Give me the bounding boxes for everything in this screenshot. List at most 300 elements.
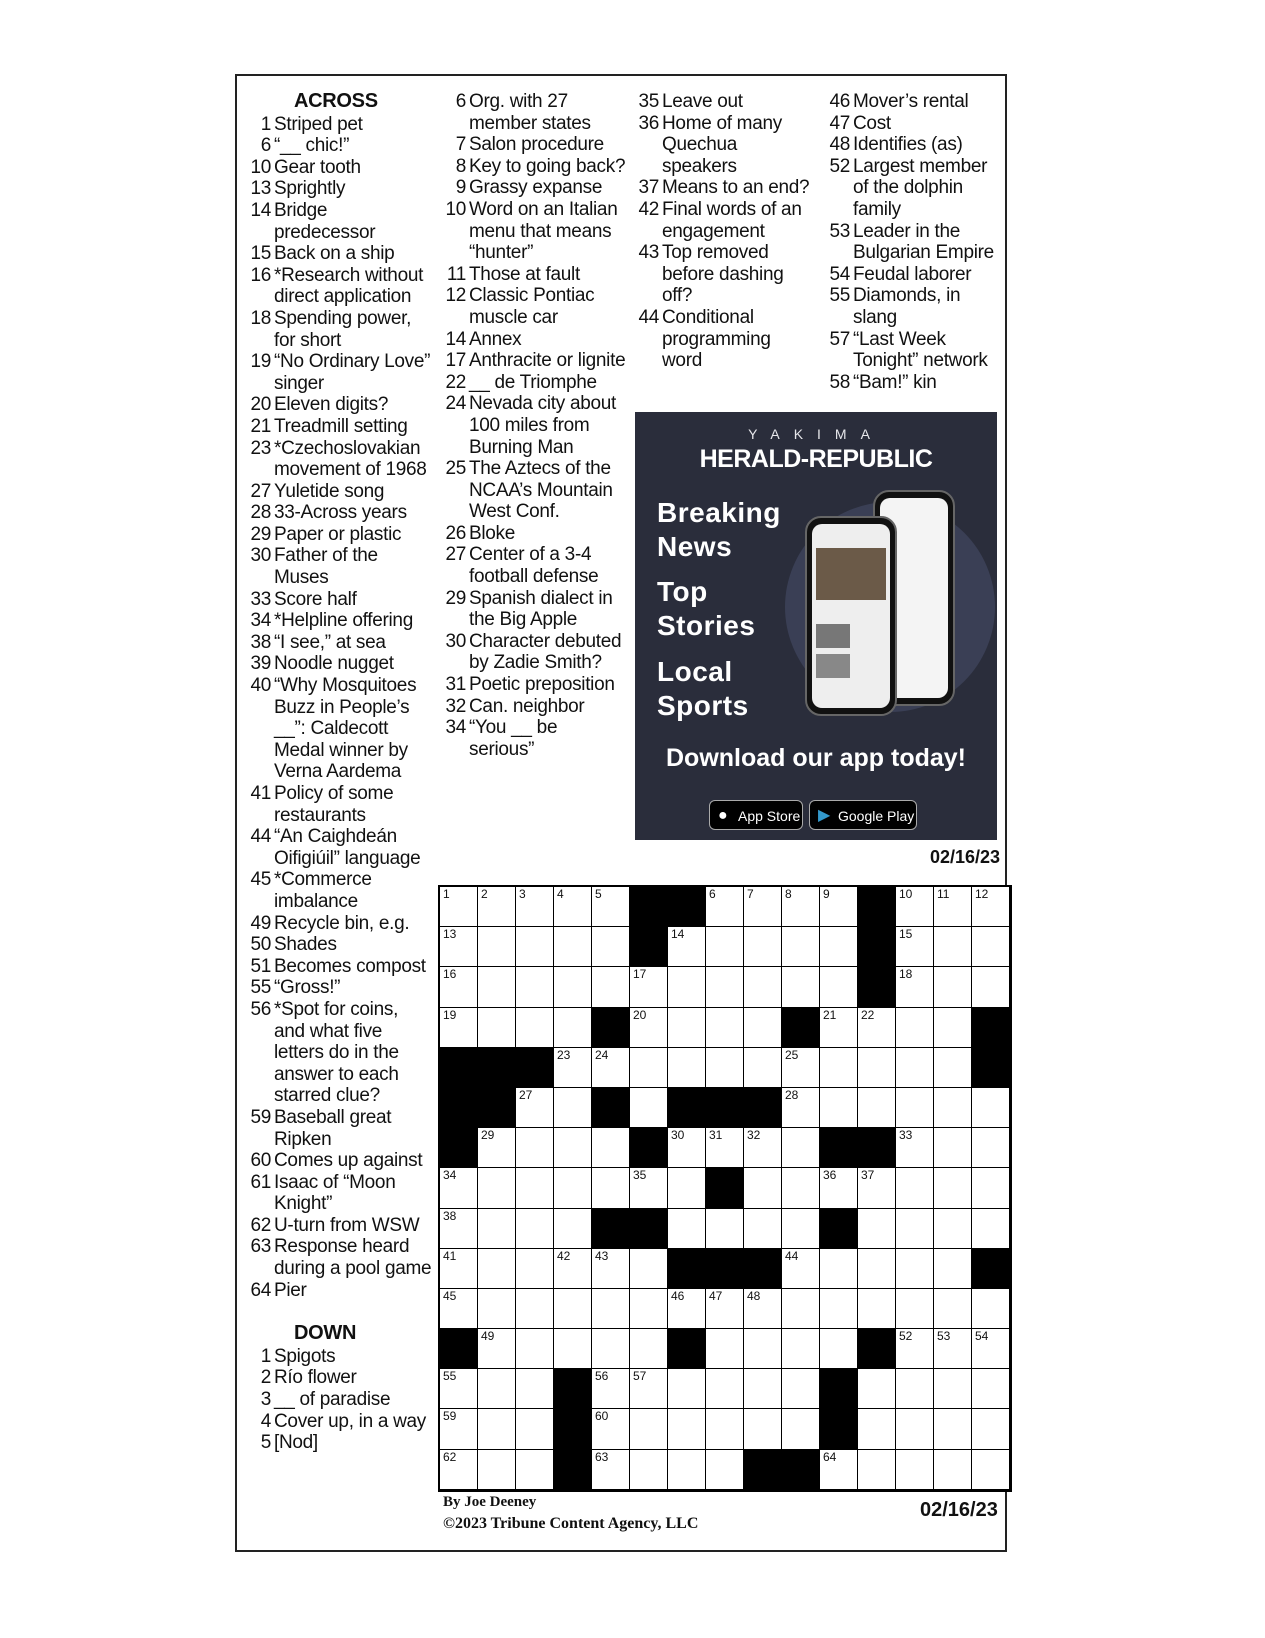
grid-cell[interactable] bbox=[630, 1008, 668, 1048]
grid-cell[interactable] bbox=[554, 927, 592, 967]
clue-item[interactable] bbox=[247, 1236, 432, 1279]
grid-cell[interactable] bbox=[934, 927, 972, 967]
clue-item[interactable] bbox=[635, 113, 815, 178]
clue-item[interactable] bbox=[247, 481, 432, 503]
grid-cell[interactable] bbox=[744, 1128, 782, 1168]
grid-cell[interactable] bbox=[782, 1369, 820, 1409]
grid-cell[interactable] bbox=[516, 927, 554, 967]
grid-cell[interactable] bbox=[516, 887, 554, 927]
clue-item[interactable] bbox=[247, 545, 432, 588]
grid-cell[interactable] bbox=[706, 1409, 744, 1449]
grid-cell[interactable] bbox=[554, 1008, 592, 1048]
grid-cell[interactable] bbox=[592, 1128, 630, 1168]
grid-cell[interactable] bbox=[478, 927, 516, 967]
grid-cell[interactable] bbox=[820, 887, 858, 927]
grid-cell[interactable] bbox=[592, 967, 630, 1007]
cell-number: 24 bbox=[595, 1047, 609, 1062]
grid-cell[interactable] bbox=[706, 1128, 744, 1168]
grid-cell[interactable] bbox=[630, 1088, 668, 1128]
grid-cell[interactable] bbox=[478, 1450, 516, 1490]
grid-cell[interactable] bbox=[782, 1289, 820, 1329]
clue-item[interactable] bbox=[442, 199, 627, 264]
grid-cell[interactable] bbox=[972, 927, 1010, 967]
grid-cell[interactable] bbox=[934, 1168, 972, 1208]
grid-cell[interactable] bbox=[478, 1369, 516, 1409]
grid-cell[interactable] bbox=[744, 927, 782, 967]
clue-item[interactable] bbox=[442, 674, 627, 696]
grid-cell[interactable] bbox=[516, 1329, 554, 1369]
clue-item[interactable] bbox=[247, 869, 432, 912]
clue-text: Response heard during a pool game bbox=[274, 1236, 432, 1280]
grid-cell[interactable] bbox=[478, 967, 516, 1007]
grid-cell[interactable] bbox=[934, 1088, 972, 1128]
clue-text: Recycle bin, e.g. bbox=[274, 912, 410, 934]
grid-cell[interactable] bbox=[896, 1329, 934, 1369]
clue-item[interactable] bbox=[247, 589, 432, 611]
clue-item[interactable] bbox=[247, 783, 432, 826]
clue-item[interactable] bbox=[442, 393, 627, 458]
grid-cell[interactable] bbox=[478, 887, 516, 927]
grid-cell[interactable] bbox=[706, 1369, 744, 1409]
cell-number: 15 bbox=[899, 927, 913, 942]
grid-cell[interactable] bbox=[440, 967, 478, 1007]
grid-cell[interactable] bbox=[630, 1289, 668, 1329]
clue-item[interactable] bbox=[442, 264, 627, 286]
clue-item[interactable] bbox=[442, 372, 627, 394]
cell-number: 56 bbox=[595, 1369, 609, 1384]
grid-cell[interactable] bbox=[630, 1409, 668, 1449]
grid-cell[interactable] bbox=[478, 1409, 516, 1449]
clue-text: Word on an Italian menu that means “hunter” bbox=[469, 198, 618, 264]
clue-item[interactable] bbox=[247, 1150, 432, 1172]
grid-cell[interactable] bbox=[516, 1409, 554, 1449]
grid-cell[interactable] bbox=[858, 1209, 896, 1249]
grid-cell[interactable] bbox=[554, 1088, 592, 1128]
grid-cell[interactable] bbox=[972, 1209, 1010, 1249]
clue-item[interactable] bbox=[826, 134, 1004, 156]
cell-number: 44 bbox=[785, 1248, 799, 1263]
grid-cell[interactable] bbox=[554, 1168, 592, 1208]
grid-cell[interactable] bbox=[440, 1289, 478, 1329]
grid-cell[interactable] bbox=[706, 1450, 744, 1490]
clue-item[interactable] bbox=[247, 438, 432, 481]
grid-cell[interactable] bbox=[744, 1008, 782, 1048]
clue-number: 35 bbox=[638, 91, 659, 112]
clue-item[interactable] bbox=[635, 177, 815, 199]
clue-item[interactable] bbox=[247, 200, 432, 243]
clue-item[interactable] bbox=[826, 329, 1004, 372]
clue-item[interactable] bbox=[247, 243, 432, 265]
grid-cell[interactable] bbox=[858, 1249, 896, 1289]
clue-item[interactable] bbox=[442, 696, 627, 718]
grid-cell[interactable] bbox=[440, 927, 478, 967]
clue-number: 1 bbox=[260, 1345, 271, 1367]
clue-item[interactable] bbox=[247, 114, 432, 136]
clue-item[interactable] bbox=[442, 588, 627, 631]
clue-item[interactable] bbox=[247, 934, 432, 956]
grid-cell[interactable] bbox=[516, 1209, 554, 1249]
grid-cell[interactable] bbox=[630, 1168, 668, 1208]
grid-cell[interactable] bbox=[820, 1008, 858, 1048]
clue-number: 51 bbox=[250, 955, 271, 977]
grid-cell[interactable] bbox=[782, 927, 820, 967]
clue-item[interactable] bbox=[826, 221, 1004, 264]
clue-item[interactable] bbox=[826, 285, 1004, 328]
clue-item[interactable] bbox=[442, 523, 627, 545]
grid-cell[interactable] bbox=[896, 967, 934, 1007]
grid-cell[interactable] bbox=[592, 927, 630, 967]
clue-text: Eleven digits? bbox=[274, 394, 389, 416]
grid-cell[interactable] bbox=[896, 927, 934, 967]
clue-item[interactable] bbox=[635, 91, 815, 113]
grid-cell[interactable] bbox=[744, 1168, 782, 1208]
clue-text: Can. neighbor bbox=[469, 695, 585, 717]
grid-cell[interactable] bbox=[896, 1048, 934, 1088]
clue-item[interactable] bbox=[247, 265, 432, 308]
clue-item[interactable] bbox=[247, 826, 432, 869]
clue-item[interactable] bbox=[635, 199, 815, 242]
clue-item[interactable] bbox=[247, 416, 432, 438]
grid-cell[interactable] bbox=[858, 1409, 896, 1449]
clue-item[interactable] bbox=[442, 134, 627, 156]
grid-cell[interactable] bbox=[972, 1128, 1010, 1168]
grid-cell[interactable] bbox=[592, 1289, 630, 1329]
grid-cell[interactable] bbox=[820, 1289, 858, 1329]
grid-cell[interactable] bbox=[934, 1249, 972, 1289]
grid-cell[interactable] bbox=[972, 887, 1010, 927]
grid-cell[interactable] bbox=[782, 1329, 820, 1369]
grid-cell[interactable] bbox=[934, 1450, 972, 1490]
grid-cell[interactable] bbox=[972, 1088, 1010, 1128]
grid-cell[interactable] bbox=[934, 1128, 972, 1168]
grid-cell[interactable] bbox=[478, 1209, 516, 1249]
grid-cell[interactable] bbox=[516, 1088, 554, 1128]
cell-number: 60 bbox=[595, 1409, 609, 1424]
clue-item[interactable] bbox=[247, 178, 432, 200]
clue-item[interactable] bbox=[247, 1367, 432, 1389]
grid-cell[interactable] bbox=[516, 967, 554, 1007]
clue-item[interactable] bbox=[826, 372, 1004, 394]
clue-item[interactable] bbox=[247, 1346, 432, 1368]
grid-cell[interactable] bbox=[896, 887, 934, 927]
clue-text: Character debuted by Zadie Smith? bbox=[469, 630, 622, 674]
grid-cell[interactable] bbox=[744, 1409, 782, 1449]
grid-cell[interactable] bbox=[440, 1249, 478, 1289]
clue-item[interactable] bbox=[442, 544, 627, 587]
cell-number: 38 bbox=[443, 1208, 457, 1223]
grid-cell[interactable] bbox=[896, 1249, 934, 1289]
grid-cell[interactable] bbox=[782, 1209, 820, 1249]
grid-cell[interactable] bbox=[592, 887, 630, 927]
grid-cell[interactable] bbox=[782, 887, 820, 927]
grid-cell[interactable] bbox=[858, 1048, 896, 1088]
grid-cell[interactable] bbox=[706, 1008, 744, 1048]
grid-cell[interactable] bbox=[554, 1249, 592, 1289]
clue-text: Gear tooth bbox=[274, 156, 361, 178]
grid-cell[interactable] bbox=[630, 1048, 668, 1088]
clue-number: 1 bbox=[260, 113, 271, 135]
grid-cell[interactable] bbox=[440, 887, 478, 927]
grid-cell[interactable] bbox=[516, 1289, 554, 1329]
clue-item[interactable] bbox=[826, 91, 1004, 113]
grid-cell[interactable] bbox=[820, 1249, 858, 1289]
clue-item[interactable] bbox=[247, 135, 432, 157]
clue-item[interactable] bbox=[442, 285, 627, 328]
grid-cell[interactable] bbox=[554, 887, 592, 927]
cell-number: 7 bbox=[747, 887, 754, 901]
clue-item[interactable] bbox=[247, 1432, 432, 1454]
app-advertisement[interactable] bbox=[635, 412, 997, 840]
clue-item[interactable] bbox=[635, 242, 815, 307]
clue-item[interactable] bbox=[247, 1389, 432, 1411]
grid-cell[interactable] bbox=[630, 1249, 668, 1289]
grid-cell[interactable] bbox=[478, 1128, 516, 1168]
grid-cell[interactable] bbox=[782, 967, 820, 1007]
grid-cell[interactable] bbox=[630, 967, 668, 1007]
clue-item[interactable] bbox=[442, 350, 627, 372]
grid-cell[interactable] bbox=[896, 1088, 934, 1128]
clue-item[interactable] bbox=[442, 717, 627, 760]
grid-cell[interactable] bbox=[896, 1450, 934, 1490]
grid-cell[interactable] bbox=[782, 1409, 820, 1449]
grid-cell[interactable] bbox=[592, 1369, 630, 1409]
grid-cell[interactable] bbox=[668, 1289, 706, 1329]
clue-item[interactable] bbox=[247, 502, 432, 524]
grid-cell[interactable] bbox=[630, 1369, 668, 1409]
grid-cell[interactable] bbox=[972, 1329, 1010, 1369]
grid-cell[interactable] bbox=[972, 1168, 1010, 1208]
grid-cell[interactable] bbox=[592, 1048, 630, 1088]
grid-cell[interactable] bbox=[478, 1289, 516, 1329]
grid-cell[interactable] bbox=[668, 967, 706, 1007]
clue-item[interactable] bbox=[247, 1215, 432, 1237]
grid-cell[interactable] bbox=[554, 1048, 592, 1088]
grid-cell[interactable] bbox=[820, 1048, 858, 1088]
grid-cell[interactable] bbox=[478, 1249, 516, 1289]
grid-cell[interactable] bbox=[858, 1289, 896, 1329]
clue-item[interactable] bbox=[247, 675, 432, 783]
cell-number: 32 bbox=[747, 1128, 761, 1143]
clue-text: U-turn from WSW bbox=[274, 1214, 420, 1236]
clue-item[interactable] bbox=[247, 913, 432, 935]
clue-item[interactable] bbox=[442, 329, 627, 351]
grid-cell[interactable] bbox=[820, 967, 858, 1007]
grid-cell[interactable] bbox=[668, 1008, 706, 1048]
grid-cell[interactable] bbox=[668, 1168, 706, 1208]
grid-cell[interactable] bbox=[440, 1450, 478, 1490]
clue-text: Pier bbox=[274, 1279, 307, 1301]
grid-cell[interactable] bbox=[478, 1168, 516, 1208]
clue-item[interactable] bbox=[247, 351, 432, 394]
grid-cell[interactable] bbox=[668, 1450, 706, 1490]
grid-cell[interactable] bbox=[440, 1369, 478, 1409]
clue-item[interactable] bbox=[247, 977, 432, 999]
grid-cell[interactable] bbox=[668, 1048, 706, 1088]
grid-cell[interactable] bbox=[896, 1289, 934, 1329]
grid-cell[interactable] bbox=[744, 967, 782, 1007]
grid-cell[interactable] bbox=[744, 1329, 782, 1369]
clue-item[interactable] bbox=[442, 631, 627, 674]
grid-cell[interactable] bbox=[820, 1329, 858, 1369]
grid-cell[interactable] bbox=[934, 1369, 972, 1409]
grid-cell[interactable] bbox=[478, 1329, 516, 1369]
clue-item[interactable] bbox=[247, 157, 432, 179]
grid-cell[interactable] bbox=[820, 1088, 858, 1128]
grid-cell[interactable] bbox=[554, 967, 592, 1007]
grid-cell[interactable] bbox=[744, 1369, 782, 1409]
clue-item[interactable] bbox=[442, 177, 627, 199]
grid-cell[interactable] bbox=[516, 1168, 554, 1208]
grid-cell[interactable] bbox=[440, 1008, 478, 1048]
grid-cell[interactable] bbox=[668, 1209, 706, 1249]
grid-cell[interactable] bbox=[592, 1249, 630, 1289]
grid-cell[interactable] bbox=[744, 887, 782, 927]
grid-cell[interactable] bbox=[820, 1168, 858, 1208]
grid-cell[interactable] bbox=[554, 1209, 592, 1249]
clue-number: 45 bbox=[250, 869, 271, 891]
grid-cell[interactable] bbox=[554, 1289, 592, 1329]
clue-item[interactable] bbox=[826, 113, 1004, 135]
grid-cell[interactable] bbox=[744, 1048, 782, 1088]
grid-cell[interactable] bbox=[782, 1088, 820, 1128]
clue-item[interactable] bbox=[247, 1172, 432, 1215]
phone-news-thumb bbox=[816, 624, 850, 648]
clue-item[interactable] bbox=[247, 1107, 432, 1150]
grid-cell[interactable] bbox=[706, 967, 744, 1007]
grid-cell[interactable] bbox=[972, 1450, 1010, 1490]
grid-cell[interactable] bbox=[516, 1128, 554, 1168]
grid-cell[interactable] bbox=[744, 1289, 782, 1329]
cell-number: 13 bbox=[443, 927, 457, 942]
grid-cell[interactable] bbox=[440, 1209, 478, 1249]
grid-cell[interactable] bbox=[668, 1409, 706, 1449]
crossword-grid[interactable] bbox=[438, 885, 1012, 1492]
grid-cell[interactable] bbox=[478, 1008, 516, 1048]
grid-cell[interactable] bbox=[630, 1450, 668, 1490]
grid-cell[interactable] bbox=[668, 1128, 706, 1168]
clue-text: Key to going back? bbox=[469, 155, 626, 177]
grid-cell[interactable] bbox=[896, 1008, 934, 1048]
grid-cell[interactable] bbox=[592, 1409, 630, 1449]
grid-cell[interactable] bbox=[782, 1249, 820, 1289]
grid-cell[interactable] bbox=[592, 1329, 630, 1369]
grid-cell[interactable] bbox=[592, 1168, 630, 1208]
grid-cell[interactable] bbox=[896, 1128, 934, 1168]
ad-brand-city: YAKIMA bbox=[748, 426, 884, 442]
google-play-button[interactable] bbox=[809, 800, 917, 830]
clue-item[interactable] bbox=[247, 394, 432, 416]
black-square bbox=[858, 927, 896, 967]
ad-brand-name: HERALD-REPUBLIC bbox=[699, 445, 933, 473]
grid-cell[interactable] bbox=[706, 1209, 744, 1249]
grid-cell[interactable] bbox=[858, 1008, 896, 1048]
clue-item[interactable] bbox=[247, 1411, 432, 1433]
grid-cell[interactable] bbox=[972, 1289, 1010, 1329]
clue-item[interactable] bbox=[442, 458, 627, 523]
grid-cell[interactable] bbox=[858, 1088, 896, 1128]
clue-item[interactable] bbox=[826, 264, 1004, 286]
clue-item[interactable] bbox=[247, 632, 432, 654]
grid-cell[interactable] bbox=[554, 1329, 592, 1369]
grid-cell[interactable] bbox=[934, 887, 972, 927]
grid-cell[interactable] bbox=[782, 1048, 820, 1088]
grid-cell[interactable] bbox=[516, 1369, 554, 1409]
cell-number: 31 bbox=[709, 1128, 723, 1143]
grid-cell[interactable] bbox=[934, 1008, 972, 1048]
down-clue-list-1 bbox=[247, 1346, 432, 1454]
black-square bbox=[592, 1088, 630, 1128]
grid-cell[interactable] bbox=[782, 1168, 820, 1208]
clue-item[interactable] bbox=[247, 956, 432, 978]
grid-cell[interactable] bbox=[896, 1369, 934, 1409]
grid-cell[interactable] bbox=[516, 1008, 554, 1048]
grid-cell[interactable] bbox=[858, 1450, 896, 1490]
grid-cell[interactable] bbox=[630, 1329, 668, 1369]
clue-text: Cost bbox=[853, 112, 891, 134]
grid-cell[interactable] bbox=[592, 1450, 630, 1490]
grid-cell[interactable] bbox=[858, 1369, 896, 1409]
grid-cell[interactable] bbox=[706, 1048, 744, 1088]
grid-cell[interactable] bbox=[516, 1450, 554, 1490]
clue-number: 40 bbox=[250, 675, 271, 697]
grid-cell[interactable] bbox=[934, 967, 972, 1007]
clue-item[interactable] bbox=[247, 524, 432, 546]
grid-cell[interactable] bbox=[896, 1409, 934, 1449]
black-square bbox=[630, 887, 668, 927]
clue-number: 27 bbox=[445, 544, 466, 566]
clue-item[interactable] bbox=[247, 610, 432, 632]
grid-cell[interactable] bbox=[934, 1209, 972, 1249]
clue-item[interactable] bbox=[247, 1280, 432, 1302]
grid-cell[interactable] bbox=[820, 1450, 858, 1490]
clue-number: 56 bbox=[250, 998, 271, 1020]
clue-text: Cover up, in a way bbox=[274, 1410, 426, 1432]
grid-cell[interactable] bbox=[668, 1369, 706, 1409]
grid-cell[interactable] bbox=[934, 1048, 972, 1088]
grid-cell[interactable] bbox=[706, 927, 744, 967]
clue-item[interactable] bbox=[442, 156, 627, 178]
grid-cell[interactable] bbox=[440, 1168, 478, 1208]
clue-item[interactable] bbox=[442, 91, 627, 134]
grid-cell[interactable] bbox=[744, 1209, 782, 1249]
grid-cell[interactable] bbox=[554, 1128, 592, 1168]
clue-item[interactable] bbox=[826, 156, 1004, 221]
clue-item[interactable] bbox=[247, 653, 432, 675]
grid-cell[interactable] bbox=[706, 887, 744, 927]
clue-item[interactable] bbox=[635, 307, 815, 372]
grid-cell[interactable] bbox=[706, 1289, 744, 1329]
app-store-button[interactable] bbox=[709, 800, 803, 830]
grid-cell[interactable] bbox=[516, 1249, 554, 1289]
clue-item[interactable] bbox=[247, 308, 432, 351]
grid-cell[interactable] bbox=[706, 1329, 744, 1369]
down-clues-column-2 bbox=[442, 91, 627, 760]
grid-cell[interactable] bbox=[896, 1168, 934, 1208]
grid-cell[interactable] bbox=[972, 1369, 1010, 1409]
grid-cell[interactable] bbox=[820, 927, 858, 967]
grid-cell[interactable] bbox=[972, 1409, 1010, 1449]
grid-cell[interactable] bbox=[668, 927, 706, 967]
grid-cell[interactable] bbox=[782, 1128, 820, 1168]
clue-item[interactable] bbox=[247, 999, 432, 1107]
grid-cell[interactable] bbox=[858, 1168, 896, 1208]
grid-cell[interactable] bbox=[972, 967, 1010, 1007]
grid-cell[interactable] bbox=[934, 1409, 972, 1449]
grid-cell[interactable] bbox=[440, 1409, 478, 1449]
grid-cell[interactable] bbox=[934, 1289, 972, 1329]
grid-cell[interactable] bbox=[934, 1329, 972, 1369]
grid-cell[interactable] bbox=[896, 1209, 934, 1249]
